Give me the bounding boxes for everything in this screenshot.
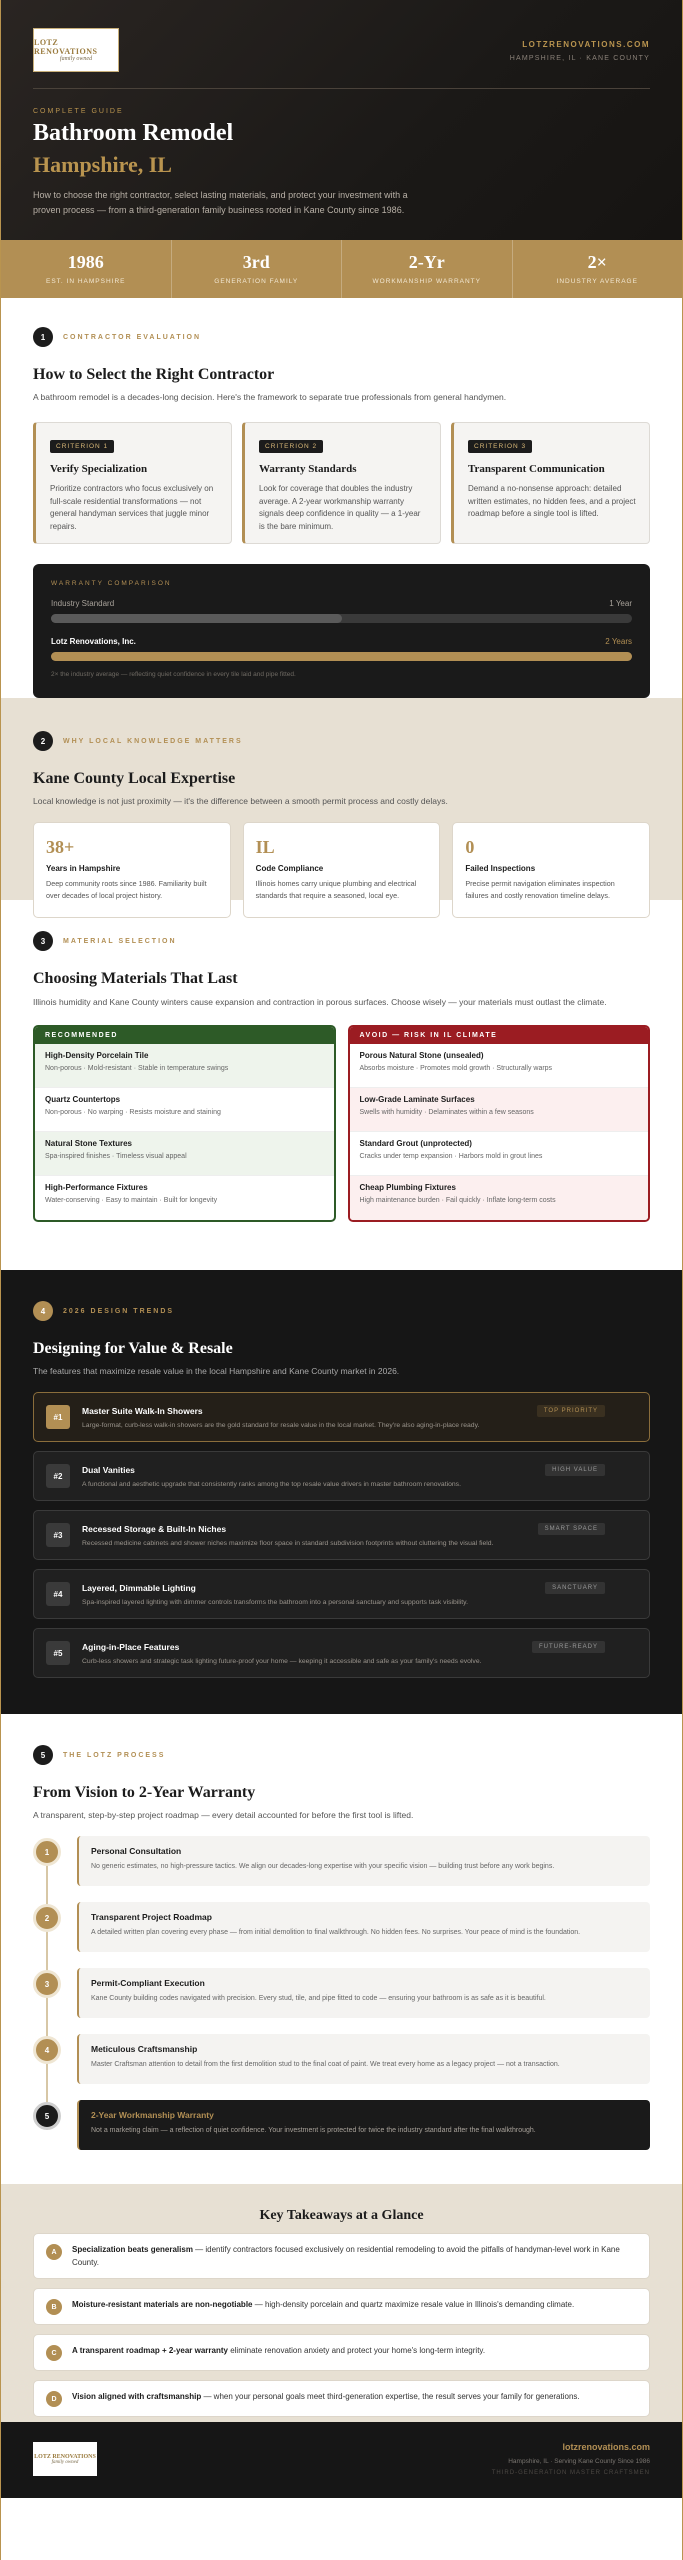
- process-step-final: 5 2-Year Workmanship Warranty Not a marketing claim — a reflection of quiet confidence. Your investment is protected for twice the industry standard after the final walkthrough.: [33, 2100, 650, 2150]
- takeaway-letter: C: [46, 2345, 62, 2361]
- header-site-link[interactable]: LOTZRENOVATIONS.COM: [522, 40, 650, 49]
- avoid-materials: [348, 1025, 651, 1222]
- trend-list: [33, 1392, 650, 1678]
- trend-rank: #1: [46, 1405, 70, 1429]
- takeaways-title: Key Takeaways at a Glance: [259, 2208, 424, 2223]
- footer-site-link[interactable]: lotzrenovations.com: [562, 2442, 650, 2452]
- footer-tagline: THIRD-GENERATION MASTER CRAFTSMEN: [491, 2470, 650, 2476]
- section-title: Designing for Value & Resale: [33, 1340, 233, 1357]
- section-label: WHY LOCAL KNOWLEDGE MATTERS: [63, 737, 243, 745]
- criterion-desc: Demand a no-nonsense approach: detailed written estimates, no hidden fees, and a project roadmap before a single tool is lifted.: [468, 484, 636, 518]
- trend-rank: #3: [46, 1523, 70, 1547]
- section-subtitle: Local knowledge is not just proximity — it's the difference between a smooth permit process and costly delays.: [33, 796, 448, 806]
- trend-pill: HIGH VALUE: [545, 1464, 605, 1476]
- takeaway-letter: B: [46, 2299, 62, 2315]
- trend-item: #4 Layered, Dimmable Lighting Spa-inspired layered lighting with dimmer controls transforms the bathroom into a personal sanctuary and supports task visibility. SANCTUARY: [33, 1569, 650, 1619]
- warranty-note: 2× the industry average — reflecting quiet confidence in every tile laid and pipe fitted.: [51, 671, 296, 678]
- material-item: Low-Grade Laminate Surfaces Swells with humidity · Delaminates within a few seasons: [350, 1088, 649, 1132]
- footer: [1, 2422, 682, 2498]
- takeaway-item: A Specialization beats generalism — identify contractors focused exclusively on residential remodeling to avoid the pitfalls of handyman-level work in Kane County.: [33, 2233, 650, 2279]
- section-local-expertise: [1, 698, 682, 900]
- material-item: Cheap Plumbing Fixtures High maintenance burden · Fail quickly · Inflate long-term costs: [350, 1176, 649, 1220]
- process-step: 2 Transparent Project Roadmap A detailed written plan covering every phase — from initial demolition to final walkthrough. No hidden fees. No surprises. Your peace of mind is the foundation.: [33, 1902, 650, 1952]
- section-subtitle: The features that maximize resale value in the local Hampshire and Kane County market in 2026.: [33, 1366, 400, 1376]
- page-subtitle: Hampshire, IL: [33, 152, 172, 177]
- step-number: 4: [33, 2036, 61, 2064]
- process-steps: [33, 1836, 650, 2150]
- warranty-bar-lotz: [51, 652, 632, 661]
- trend-item: #5 Aging-in-Place Features Curb-less showers and strategic task lighting future-proof your home — keeping it accessible and safe as your family's needs evolve. FUTURE-READY: [33, 1628, 650, 1678]
- warranty-label: WARRANTY COMPARISON: [51, 580, 172, 587]
- stat-item: 3rd GENERATION FAMILY: [172, 240, 343, 298]
- process-step: 1 Personal Consultation No generic estimates, no high-pressure tactics. We align our decades-long expertise with your specific vision — building trust before any work begins.: [33, 1836, 650, 1886]
- section-material-selection: [1, 900, 682, 1270]
- material-item: High-Density Porcelain Tile Non-porous · Mold-resistant · Stable in temperature swings: [35, 1044, 334, 1088]
- criterion-desc: Prioritize contractors who focus exclusively on full-scale residential transformations — not general handyman services that juggle minor repairs.: [50, 484, 214, 531]
- stat-item: 1986 EST. IN HAMPSHIRE: [1, 240, 172, 298]
- trend-pill: TOP PRIORITY: [537, 1405, 605, 1417]
- criterion-card: [33, 422, 232, 544]
- trend-pill: SMART SPACE: [538, 1523, 605, 1535]
- trend-item: #2 Dual Vanities A functional and aesthetic upgrade that consistently ranks among the top resale value drivers in master bathroom renovations. HIGH VALUE: [33, 1451, 650, 1501]
- warranty-bar-industry: [51, 614, 632, 623]
- recommended-materials: [33, 1025, 336, 1222]
- section-label: CONTRACTOR EVALUATION: [63, 333, 202, 341]
- section-contractor-evaluation: [1, 298, 682, 698]
- section-number: 4: [33, 1301, 53, 1321]
- section-number: 5: [33, 1745, 53, 1765]
- expertise-card: 38+ Years in Hampshire Deep community roots since 1986. Familiarity built over decades of local project history.: [33, 822, 231, 918]
- warranty-comparison: [33, 564, 650, 698]
- section-title: Choosing Materials That Last: [33, 970, 238, 987]
- warranty-row-value: 1 Year: [609, 599, 632, 608]
- column-header: AVOID — RISK IN IL CLIMATE: [350, 1027, 649, 1044]
- footer-logo[interactable]: LOTZ RENOVATIONS family owned: [33, 2442, 97, 2476]
- header-contact: [510, 40, 650, 62]
- section-subtitle: A transparent, step-by-step project roadmap — every detail accounted for before the first tool is lifted.: [33, 1810, 414, 1820]
- section-process: [1, 1714, 682, 2184]
- guide-kicker: COMPLETE GUIDE: [33, 108, 124, 115]
- criterion-tag: CRITERION 3: [468, 440, 532, 453]
- process-step: 4 Meticulous Craftsmanship Master Craftsman attention to detail from the first demolition stud to the final coat of paint. We treat every home as a legacy project — not a transaction.: [33, 2034, 650, 2084]
- material-item: High-Performance Fixtures Water-conserving · Easy to maintain · Built for longevity: [45, 1183, 218, 1204]
- section-key-takeaways: [1, 2184, 682, 2422]
- criterion-tag: CRITERION 2: [259, 440, 323, 453]
- section-label: THE LOTZ PROCESS: [63, 1751, 166, 1759]
- section-design-trends: [1, 1270, 682, 1714]
- section-title: How to Select the Right Contractor: [33, 366, 275, 383]
- warranty-row-value: 2 Years: [605, 637, 632, 646]
- step-number: 5: [33, 2102, 61, 2130]
- section-subtitle: Illinois humidity and Kane County winters cause expansion and contraction in porous surfaces. Choose wisely — your materials must outlast the climate.: [33, 997, 607, 1007]
- takeaway-item: D Vision aligned with craftsmanship — when your personal goals meet third-generation expertise, the result serves your family for generations.: [33, 2380, 650, 2417]
- section-number: 2: [33, 731, 53, 751]
- stat-item: 2-Yr WORKMANSHIP WARRANTY: [342, 240, 513, 298]
- step-number: 1: [33, 1838, 61, 1866]
- column-header: RECOMMENDED: [35, 1027, 334, 1044]
- trend-rank: #5: [46, 1641, 70, 1665]
- process-step: 3 Permit-Compliant Execution Kane County building codes navigated with precision. Every stud, tile, and pipe fitted to code — ensuring your bathroom is as safe as it is beautiful.: [33, 1968, 650, 2018]
- intro-text: How to choose the right contractor, select lasting materials, and protect your investment with a proven process — from a third-generation family business rooted in Kane County since 1986.: [33, 190, 408, 215]
- trend-rank: #4: [46, 1582, 70, 1606]
- section-number: 3: [33, 931, 53, 951]
- header-divider: [33, 88, 650, 89]
- takeaway-item: B Moisture-resistant materials are non-negotiable — high-density porcelain and quartz maximize resale value in Illinois's demanding climate.: [33, 2288, 650, 2325]
- page-title: Bathroom Remodel: [33, 120, 234, 146]
- trend-pill: FUTURE-READY: [532, 1641, 605, 1653]
- material-item: Natural Stone Textures Spa-inspired finishes · Timeless visual appeal: [35, 1132, 334, 1176]
- step-number: 3: [33, 1970, 61, 1998]
- section-number: 1: [33, 327, 53, 347]
- section-label: 2026 DESIGN TRENDS: [63, 1307, 175, 1315]
- trend-item: #1 Master Suite Walk-In Showers Large-format, curb-less walk-in showers are the gold standard for resale value in the local market. They're also aging-in-place ready. TOP PRIORITY: [33, 1392, 650, 1442]
- warranty-row-name: Lotz Renovations, Inc.: [51, 637, 136, 646]
- criterion-title: Warranty Standards: [259, 463, 357, 475]
- step-number: 2: [33, 1904, 61, 1932]
- criterion-desc: Look for coverage that doubles the industry average. A 2-year workmanship warranty signals deep confidence in quality — a 1-year is the bare minimum.: [259, 484, 421, 531]
- stats-bar: [1, 240, 682, 298]
- section-label: MATERIAL SELECTION: [63, 937, 177, 945]
- takeaway-letter: A: [46, 2244, 62, 2260]
- material-item: Standard Grout (unprotected) Cracks under temp expansion · Harbors mold in grout lines: [350, 1132, 649, 1176]
- expertise-card: IL Code Compliance Illinois homes carry unique plumbing and electrical standards that require a seasoned, local eye.: [243, 822, 441, 918]
- material-item: Quartz Countertops Non-porous · No warping · Resists moisture and staining: [35, 1088, 334, 1132]
- takeaway-item: C A transparent roadmap + 2-year warranty eliminate renovation anxiety and protect your home's long-term integrity.: [33, 2334, 650, 2371]
- criterion-card: [451, 422, 650, 544]
- hero-header: [1, 0, 682, 240]
- section-title: Kane County Local Expertise: [33, 770, 236, 787]
- warranty-row-name: Industry Standard: [51, 599, 115, 608]
- footer-location: Hampshire, IL · Serving Kane County Since 1986: [508, 2458, 650, 2465]
- header-location: HAMPSHIRE, IL · KANE COUNTY: [509, 55, 650, 62]
- trend-rank: #2: [46, 1464, 70, 1488]
- criterion-title: Verify Specialization: [50, 463, 148, 475]
- criterion-title: Transparent Communication: [468, 463, 605, 475]
- criterion-tag: CRITERION 1: [50, 440, 114, 453]
- trend-item: #3 Recessed Storage & Built-In Niches Recessed medicine cabinets and shower niches maximize floor space in standard subdivision footprints without cluttering the visual field. SMART SPACE: [33, 1510, 650, 1560]
- takeaway-letter: D: [46, 2391, 62, 2407]
- materials-comparison: [33, 1025, 650, 1222]
- section-title: From Vision to 2-Year Warranty: [33, 1784, 256, 1801]
- section-subtitle: A bathroom remodel is a decades-long decision. Here's the framework to separate true professionals from general handymen.: [33, 392, 507, 402]
- stat-item: 2× INDUSTRY AVERAGE: [556, 252, 638, 285]
- criterion-card: [242, 422, 441, 544]
- criteria-list: [33, 422, 650, 544]
- material-item: Porous Natural Stone (unsealed) Absorbs moisture · Promotes mold growth · Structurally warps: [350, 1044, 649, 1088]
- expertise-card: 0 Failed Inspections Precise permit navigation eliminates inspection failures and costly renovation timeline delays.: [452, 822, 650, 918]
- trend-pill: SANCTUARY: [545, 1582, 605, 1594]
- company-logo[interactable]: LOTZ RENOVATIONS family owned: [33, 28, 119, 72]
